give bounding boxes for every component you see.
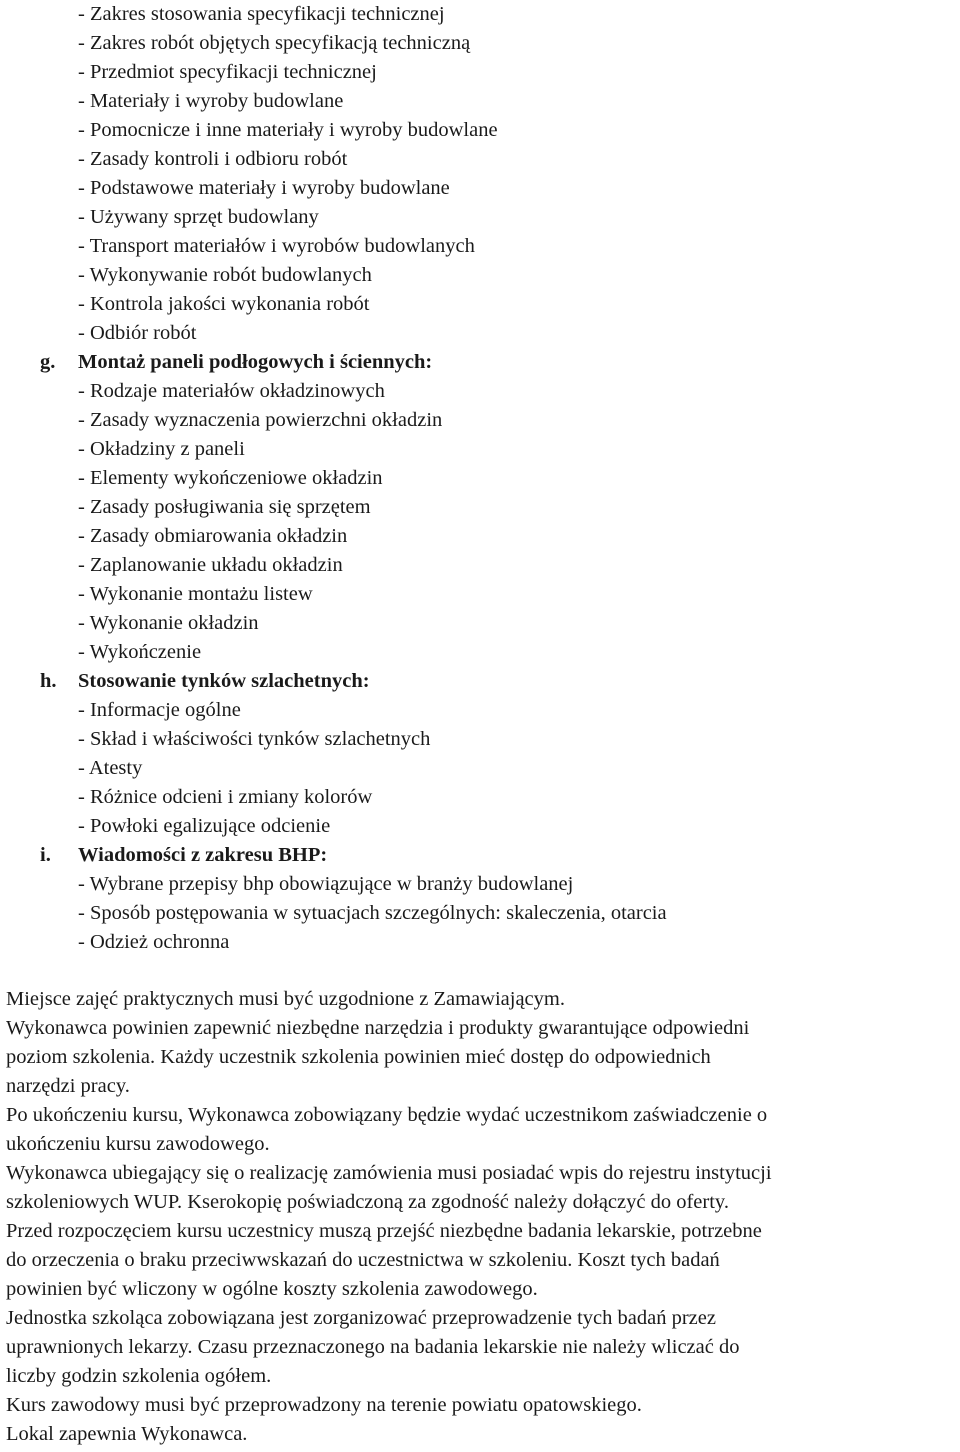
paragraph-line: Lokal zapewnia Wykonawca. [6,1423,248,1445]
paragraph-line: Jednostka szkoląca zobowiązana jest zorganizować przeprowadzenie tych badań przez [6,1307,716,1329]
list-item: - Podstawowe materiały i wyroby budowlane [78,177,450,199]
paragraph-line: Wykonawca ubiegający się o realizację zamówienia musi posiadać wpis do rejestru instytucji [6,1162,772,1184]
paragraph-line: Kurs zawodowy musi być przeprowadzony na terenie powiatu opatowskiego. [6,1394,642,1416]
paragraph-line: Miejsce zajęć praktycznych musi być uzgodnione z Zamawiającym. [6,988,565,1010]
list-item: - Zasady posługiwania się sprzętem [78,496,371,518]
paragraph-line: powinien być wliczony w ogólne koszty szkolenia zawodowego. [6,1278,538,1300]
list-item: - Atesty [78,757,143,779]
list-item: - Zasady obmiarowania okładzin [78,525,348,547]
list-item: - Transport materiałów i wyrobów budowlanych [78,235,475,257]
list-item: - Zakres stosowania specyfikacji technicznej [78,3,445,25]
list-item: - Zaplanowanie układu okładzin [78,554,343,576]
list-item: - Zakres robót objętych specyfikacją techniczną [78,32,471,54]
list-item: - Kontrola jakości wykonania robót [78,293,370,315]
list-item: - Informacje ogólne [78,699,241,721]
section-letter: h. [40,670,57,692]
paragraph-line: szkoleniowych WUP. Kserokopię poświadczoną za zgodność należy dołączyć do oferty. [6,1191,729,1213]
list-item: - Wykonanie okładzin [78,612,259,634]
list-item: - Elementy wykończeniowe okładzin [78,467,383,489]
paragraph-line: narzędzi pracy. [6,1075,130,1097]
list-top [0,0,960,348]
section-h [0,667,960,841]
paragraph-line: uprawnionych lekarzy. Czasu przeznaczonego na badania lekarskie nie należy wliczać do [6,1336,740,1358]
paragraph-line: do orzeczenia o braku przeciwwskazań do uczestnictwa w szkoleniu. Koszt tych badań [6,1249,720,1271]
section-letter: g. [40,351,56,373]
list-item: - Powłoki egalizujące odcienie [78,815,331,837]
list-item: - Materiały i wyroby budowlane [78,90,344,112]
list-item: - Wybrane przepisy bhp obowiązujące w branży budowlanej [78,873,574,895]
list-item: - Odbiór robót [78,322,197,344]
paragraph-line: poziom szkolenia. Każdy uczestnik szkolenia powinien mieć dostęp do odpowiednich [6,1046,711,1068]
paragraph-line: Przed rozpoczęciem kursu uczestnicy muszą przejść niezbędne badania lekarskie, potrzebne [6,1220,762,1242]
list-item: - Wykończenie [78,641,202,663]
list-item: - Zasady kontroli i odbioru robót [78,148,348,170]
section-heading-i [0,841,960,870]
section-title: Stosowanie tynków szlachetnych: [78,670,370,692]
list-item: - Rodzaje materiałów okładzinowych [78,380,385,402]
list-item: - Odzież ochronna [78,931,230,953]
requirements-text [6,985,956,1449]
list-item: - Wykonanie montażu listew [78,583,313,605]
section-g [0,348,960,667]
list-item: - Wykonywanie robót budowlanych [78,264,372,286]
list-item: - Zasady wyznaczenia powierzchni okładzin [78,409,443,431]
list-item: - Pomocnicze i inne materiały i wyroby budowlane [78,119,498,141]
list-item: - Okładziny z paneli [78,438,245,460]
list-item: - Przedmiot specyfikacji technicznej [78,61,377,83]
list-item: - Używany sprzęt budowlany [78,206,319,228]
paragraph-line: Wykonawca powinien zapewnić niezbędne narzędzia i produkty gwarantujące odpowiedni [6,1017,750,1039]
section-title: Wiadomości z zakresu BHP: [78,844,328,866]
section-letter: i. [40,844,51,866]
paragraph-line: ukończeniu kursu zawodowego. [6,1133,270,1155]
section-title: Montaż paneli podłogowych i ściennych: [78,351,433,373]
section-heading-h [0,667,960,696]
paragraph-line: liczby godzin szkolenia ogółem. [6,1365,272,1387]
section-i [0,841,960,957]
list-item: - Sposób postępowania w sytuacjach szczególnych: skaleczenia, otarcia [78,902,667,924]
list-item: - Różnice odcieni i zmiany kolorów [78,786,373,808]
section-heading-g [0,348,960,377]
list-item: - Skład i właściwości tynków szlachetnych [78,728,431,750]
paragraph-line: Po ukończeniu kursu, Wykonawca zobowiązany będzie wydać uczestnikom zaświadczenie o [6,1104,768,1126]
